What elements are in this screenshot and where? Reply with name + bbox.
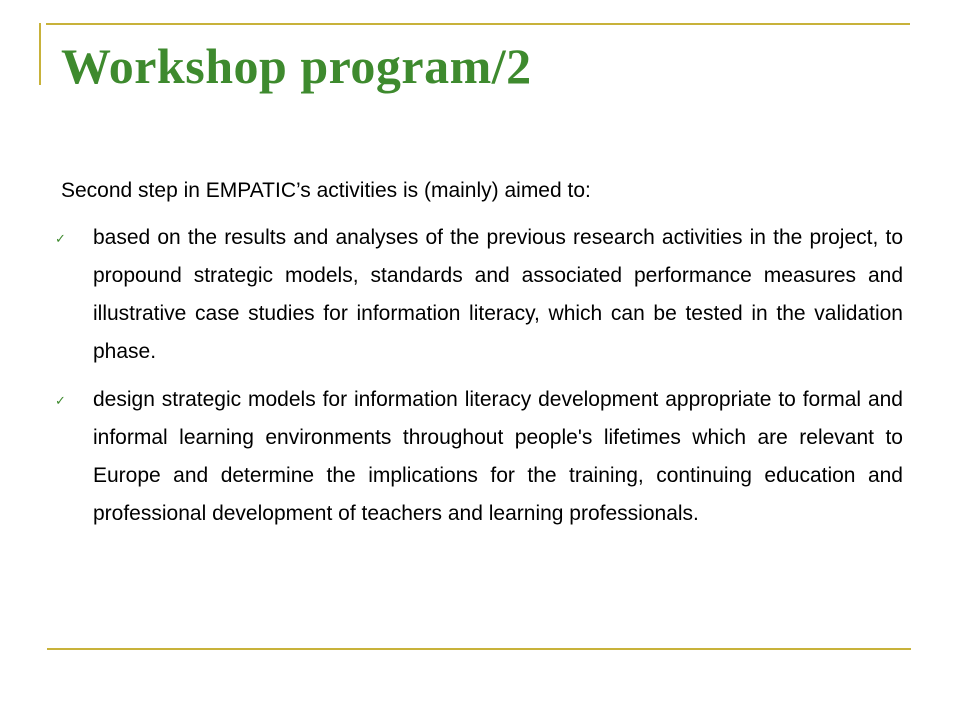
- bullet-text: design strategic models for information literacy development appropriate to formal and informal learning environments throughout people's lifetimes which are relevant to Europe and determine the implications for the training, continuing education and professional development of teachers and learning professionals.: [93, 388, 903, 525]
- slide-title: Workshop program/2: [61, 38, 532, 94]
- left-rule: [39, 23, 41, 85]
- intro-text: Second step in EMPATIC’s activities is (mainly) aimed to:: [61, 179, 591, 202]
- top-rule: [46, 23, 910, 25]
- slide-body: [55, 172, 903, 543]
- bullet-text: based on the results and analyses of the previous research activities in the project, to propound strategic models, standards and associated performance measures and illustrative case studies for information literacy, which can be tested in the validation phase.: [93, 226, 903, 363]
- bullet-item: [55, 219, 903, 371]
- bullet-item: [55, 381, 903, 533]
- check-icon: ✓: [55, 231, 66, 246]
- check-icon: ✓: [55, 393, 66, 408]
- bottom-rule: [47, 648, 911, 650]
